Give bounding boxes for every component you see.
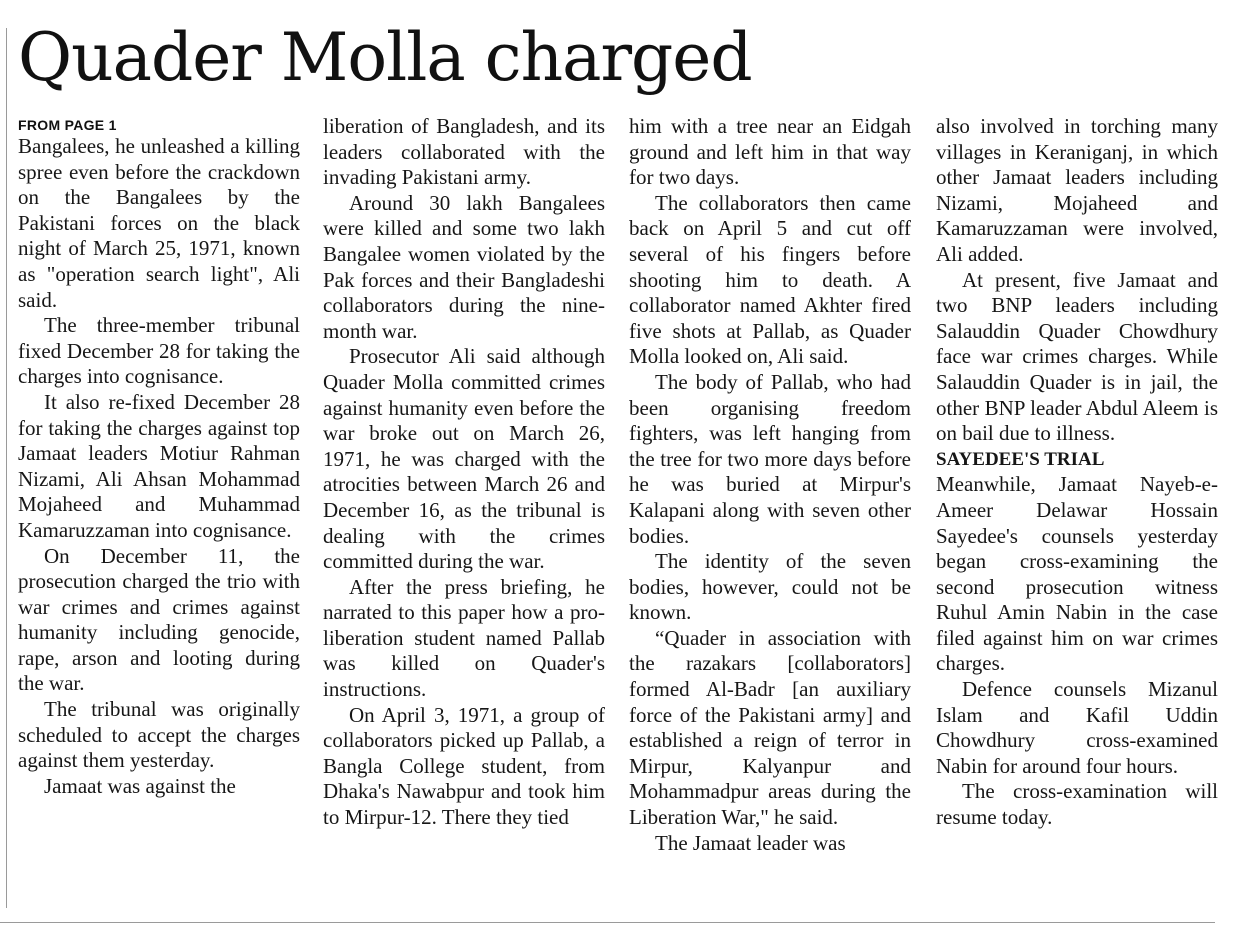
paragraph: The cross-examination will resume today.: [936, 779, 1218, 830]
article-column-3: [629, 114, 911, 909]
paragraph: liberation of Bangladesh, and its leaders collaborated with the invading Pakistani army.: [323, 114, 605, 190]
paragraph: The identity of the seven bodies, however, could not be known.: [629, 549, 911, 625]
article-column-4: [936, 114, 1218, 909]
left-column-rule: [6, 28, 7, 908]
paragraph: After the press briefing, he narrated to this paper how a pro-liberation student named Pallab was killed on Quader's instructions.: [323, 574, 605, 702]
paragraph: The body of Pallab, who had been organising freedom fighters, was left hanging from the tree for two more days before he was buried at Mirpur's Kalapani along with seven other bodies.: [629, 369, 911, 548]
article-column-2: [323, 114, 605, 909]
paragraph: Defence counsels Mizanul Islam and Kafil Uddin Chowdhury cross-examined Nabin for around four hours.: [936, 677, 1218, 778]
paragraph: At present, five Jamaat and two BNP leaders including Salauddin Quader Chowdhury face war crimes charges. While Salauddin Quader is in jail, the other BNP leader Abdul Aleem is on bail due to illness.: [936, 267, 1218, 446]
section-subhead: SAYEDEE'S TRIAL: [936, 448, 1105, 470]
paragraph: The Jamaat leader was: [655, 830, 846, 855]
paragraph: The three-member tribunal fixed December 28 for taking the charges into cognisance.: [18, 313, 300, 389]
paragraph: Around 30 lakh Bangalees were killed and some two lakh Bangalee women violated by the Pak forces and their Bangladeshi collaborators during the nine-month war.: [323, 190, 605, 343]
paragraph: The tribunal was originally scheduled to accept the charges against them yesterday.: [18, 697, 300, 773]
paragraph: also involved in torching many villages in Keraniganj, in which other Jamaat leaders including Nizami, Mojaheed and Kamaruzzaman were involved, Ali added.: [936, 114, 1218, 266]
paragraph: On December 11, the prosecution charged the trio with war crimes and crimes against humanity including genocide, rape, arson and looting during the war.: [18, 543, 300, 696]
headline: Quader Molla charged: [18, 19, 752, 96]
paragraph: Prosecutor Ali said although Quader Molla committed crimes against humanity even before the war broke out on March 26, 1971, he was charged with the atrocities between March 26 and December 16, as the tribunal is dealing with the crimes committed during the war.: [323, 344, 605, 574]
bottom-rule: [0, 922, 1215, 923]
paragraph: On April 3, 1971, a group of collaborators picked up Pallab, a Bangla College student, from Dhaka's Nawabpur and took him to Mirpur-12. There they tied: [323, 702, 605, 830]
paragraph: Bangalees, he unleashed a killing spree even before the crackdown on the Bangalees by the Pakistani forces on the black night of March 25, 1971, known as "operation search light", Ali said.: [18, 134, 300, 312]
article-column-1: [18, 116, 300, 911]
continuation-kicker: FROM PAGE 1: [18, 117, 117, 133]
paragraph: Meanwhile, Jamaat Nayeb-e-Ameer Delawar Hossain Sayedee's counsels yesterday began cross-examining the second prosecution witness Ruhul Amin Nabin in the case filed against him on war crimes charges.: [936, 472, 1218, 676]
paragraph: Jamaat was against the: [44, 773, 236, 798]
paragraph: The collaborators then came back on April 5 and cut off several of his fingers before shooting him to death. A collaborator named Akhter fired five shots at Pallab, as Quader Molla looked on, Ali said.: [629, 190, 911, 369]
paragraph: It also re-fixed December 28 for taking the charges against top Jamaat leaders Motiur Rahman Nizami, Ali Ahsan Mohammad Mojaheed and Muhammad Kamaruzzaman into cognisance.: [18, 389, 300, 542]
paragraph: “Quader in association with the razakars [collaborators] formed Al-Badr [an auxiliary force of the Pakistani army] and established a reign of terror in Mirpur, Kalyanpur and Mohammadpur areas during the Liberation War," he said.: [629, 625, 911, 830]
paragraph: him with a tree near an Eidgah ground and left him in that way for two days.: [629, 114, 911, 190]
